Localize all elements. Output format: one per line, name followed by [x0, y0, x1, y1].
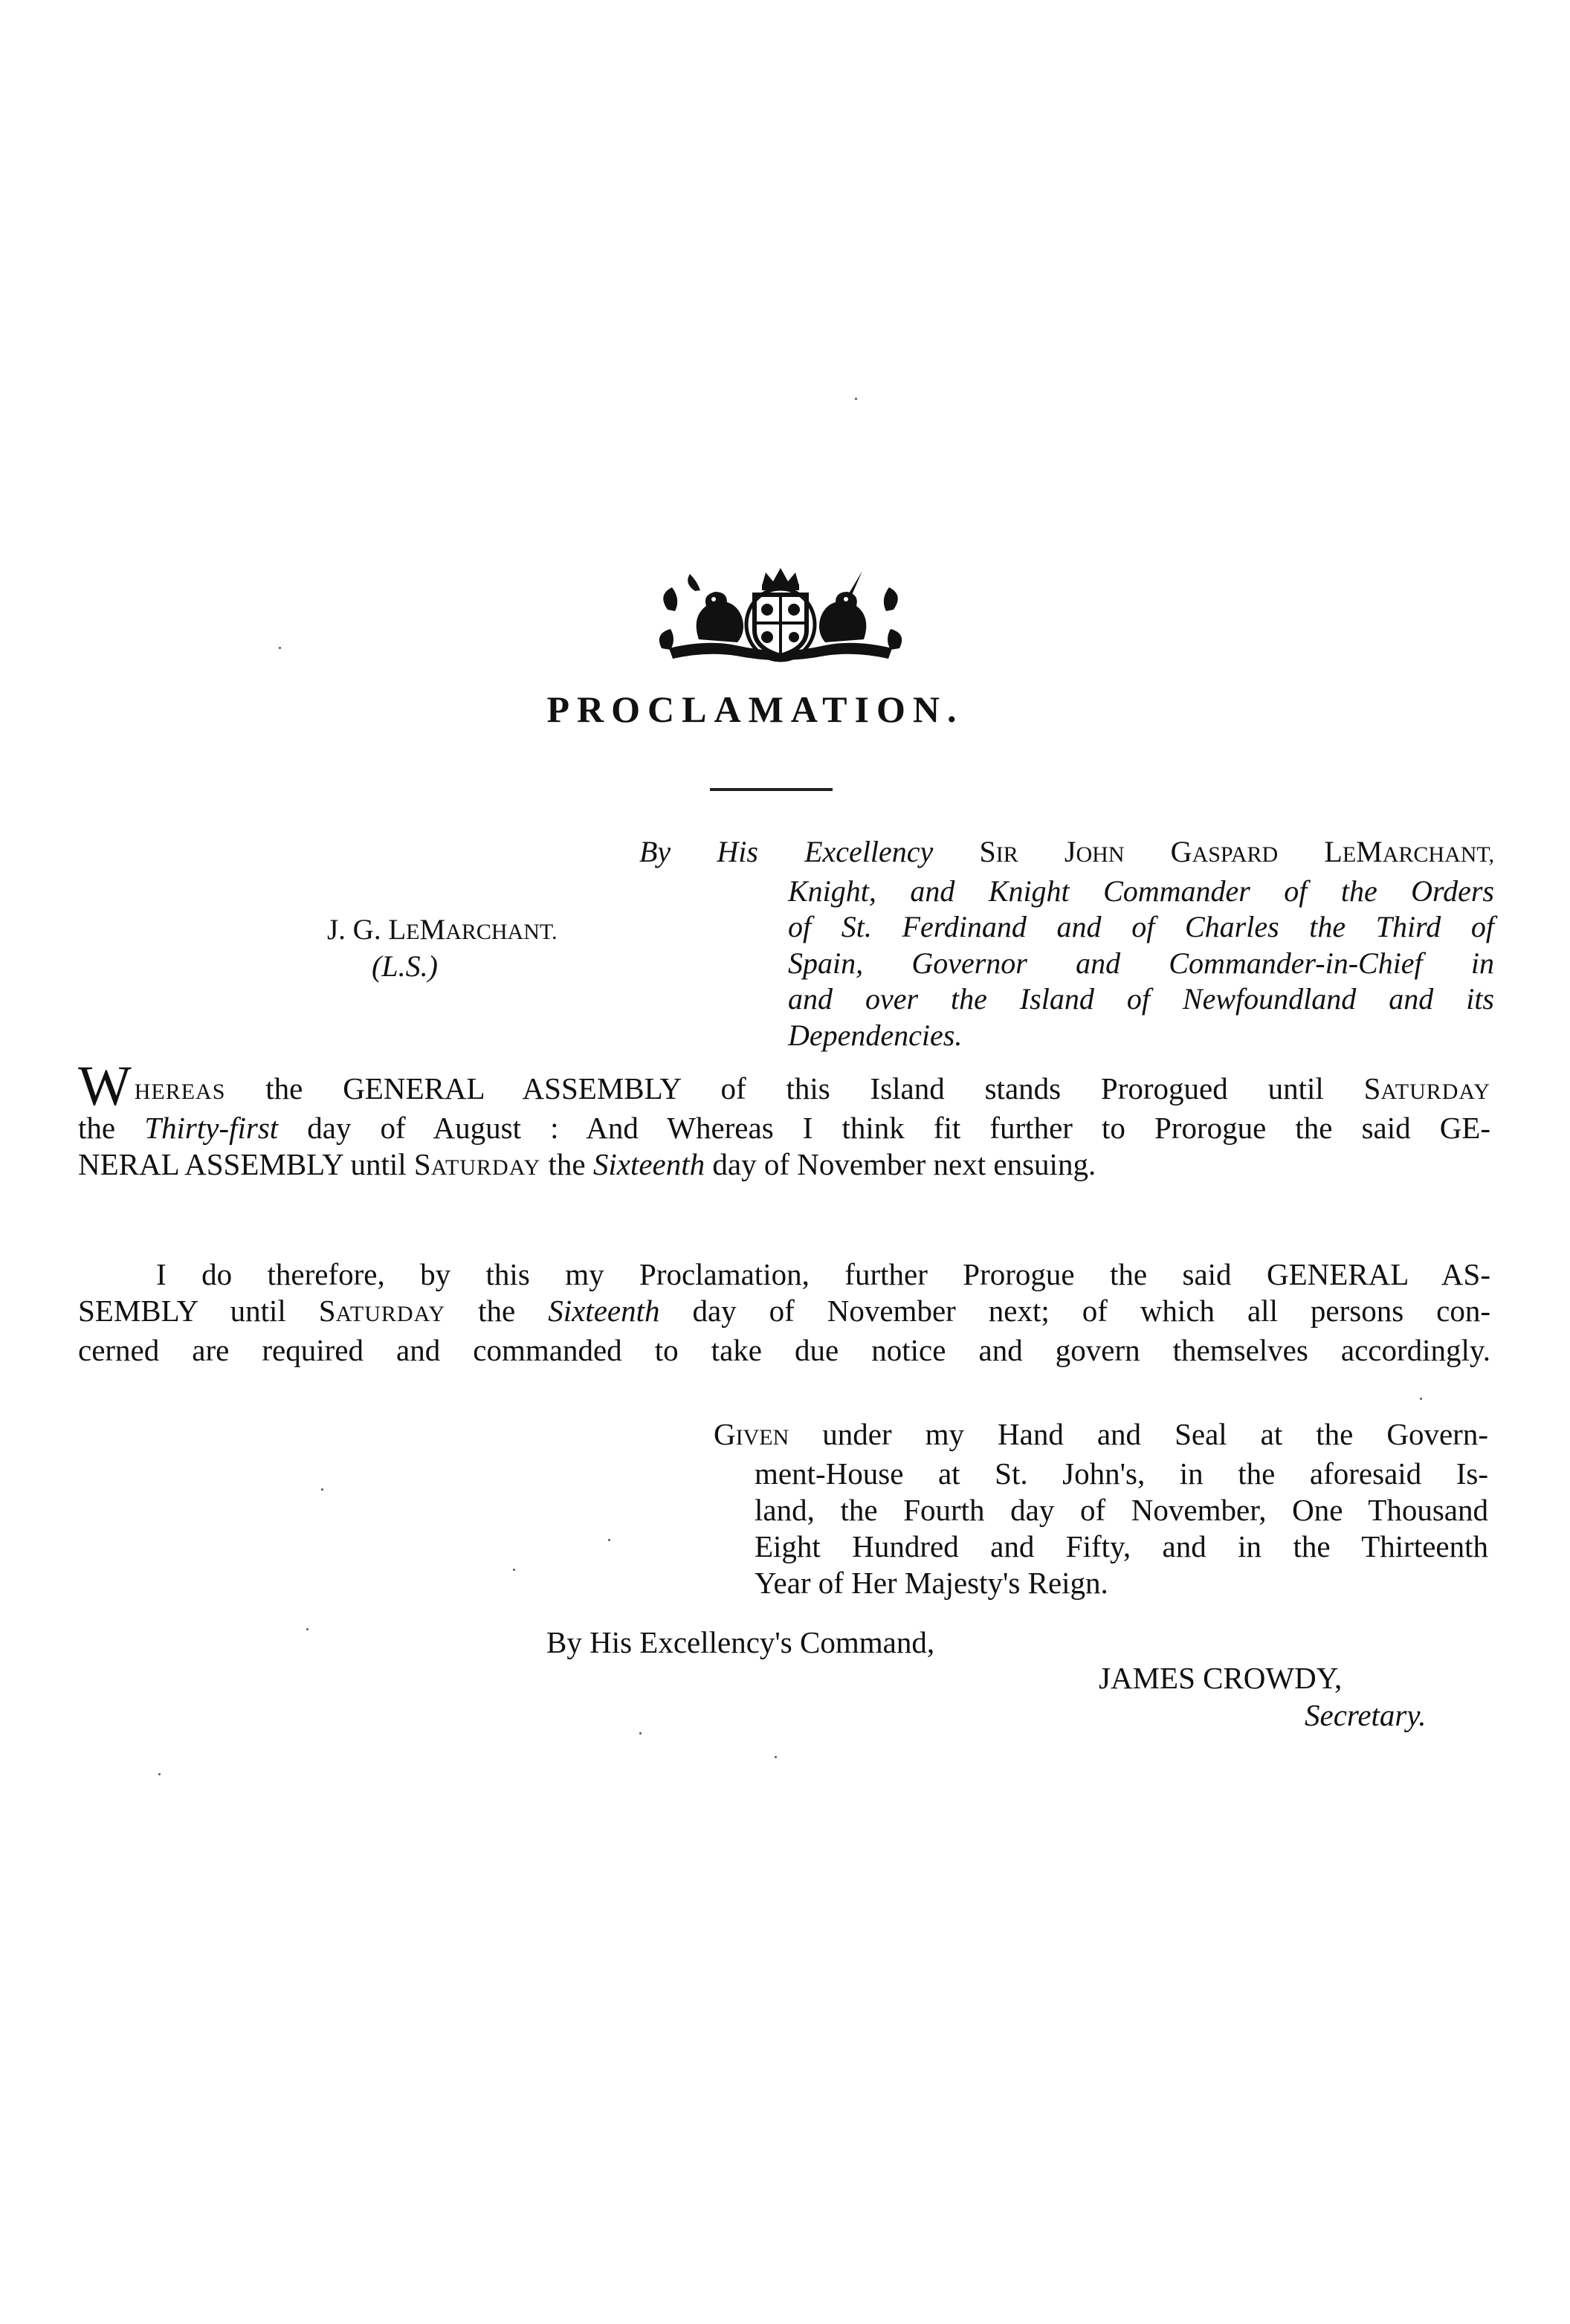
drop-cap: W [78, 1055, 132, 1117]
given-text: under my Hand and Seal at the Govern- [789, 1417, 1488, 1451]
excellency-name-part: M [1356, 835, 1383, 868]
excellency-line: Spain, Governor and Commander-in-Chief in [788, 946, 1494, 980]
scan-speck [158, 1773, 161, 1775]
paragraph-text: ATURDAY [430, 1155, 541, 1180]
paragraph-text: Sixteenth [548, 1294, 660, 1328]
given-text: G [714, 1417, 736, 1451]
paragraph-line: I do therefore, by this my Proclamation, further Prorogue the said GENERAL AS- [156, 1257, 1490, 1291]
scan-speck [775, 1756, 777, 1758]
paragraph-text: Thirty-first [144, 1111, 279, 1145]
excellency-name-part: ASPARD [1192, 842, 1279, 867]
given-text: IVEN [735, 1425, 789, 1450]
paragraph-line [78, 1110, 1490, 1146]
excellency-line: Knight, and Knight Commander of the Orders [788, 874, 1494, 908]
excellency-name [979, 835, 1494, 868]
excellency-block [639, 834, 1494, 1054]
paragraph-text: the [78, 1111, 145, 1145]
paragraph-text: NERAL ASSEMBLY until S [78, 1147, 431, 1181]
paragraph-text: day of November next ensuing. [705, 1147, 1096, 1181]
excellency-line: of St. Ferdinand and of Charles the Third of [788, 910, 1494, 944]
paragraph-line [78, 1293, 1490, 1332]
excellency-text: By His Excellency [639, 835, 980, 868]
paragraph-text: ATURDAY [1380, 1079, 1490, 1104]
given-line: ment-House at St. John's, in the aforesaid Is- [755, 1456, 1488, 1491]
paragraph-text: the GENERAL ASSEMBLY of this Island stands Prorogued until S [225, 1071, 1381, 1105]
paragraph-text: Sixteenth [592, 1147, 705, 1181]
scan-speck [306, 1628, 308, 1630]
excellency-line: and over the Island of Newfoundland and its [788, 982, 1494, 1016]
command-line: By His Excellency's Command, [546, 1625, 935, 1659]
excellency-name-part: IR [995, 842, 1018, 867]
paragraph-text: day of November next; of which all persons con- [659, 1294, 1491, 1328]
whereas-paragraph [78, 1055, 1491, 1186]
therefore-paragraph [78, 1256, 1490, 1369]
excellency-name-part: L [1278, 835, 1343, 868]
paragraph-text: ATURDAY [335, 1302, 446, 1326]
excellency-name-part: OHN [1076, 842, 1125, 867]
scan-speck [1420, 1398, 1422, 1400]
paragraph-text: the [445, 1294, 549, 1328]
excellency-name-part: ARCHANT, [1382, 842, 1494, 867]
excellency-line: Dependencies. [788, 1018, 963, 1052]
scan-speck [321, 1488, 323, 1491]
scan-speck [608, 1539, 610, 1541]
excellency-name-part: S [979, 835, 996, 868]
secretary-name: JAMES CROWDY, [1099, 1661, 1343, 1695]
signature-name-part: ARCHANT. [445, 920, 558, 944]
paragraph-line [78, 1146, 1490, 1186]
title-divider [710, 788, 833, 791]
paragraph-line: cerned are required and commanded to take due notice and govern themselves accordingly. [78, 1333, 1490, 1367]
royal-coat-of-arms-icon [654, 565, 907, 665]
signature-name-part: E [406, 920, 420, 944]
page-title: PROCLAMATION. [546, 688, 964, 730]
given-line: land, the Fourth day of November, One Thousand [755, 1493, 1488, 1527]
excellency-name-part: G [1124, 835, 1192, 868]
paragraph-text: day of August : And Whereas I think fit further to Prorogue the said GE- [278, 1111, 1491, 1145]
given-line [714, 1416, 1488, 1456]
excellency-line [639, 834, 1494, 874]
signature-name-part: M [419, 914, 446, 946]
paragraph-text: HEREAS [134, 1079, 226, 1104]
given-line: Eight Hundred and Fifty, and in the Thirteenth [755, 1529, 1488, 1563]
secretary-title: Secretary. [1305, 1698, 1427, 1732]
scan-speck [855, 398, 857, 400]
given-line: Year of Her Majesty's Reign. [755, 1566, 1108, 1600]
signature-name [327, 913, 557, 946]
paragraph-line [78, 1055, 1490, 1117]
given-block [714, 1416, 1488, 1601]
excellency-name-part: E [1342, 842, 1357, 867]
paragraph-text: SEMBLY until S [78, 1294, 336, 1328]
scan-speck [513, 1569, 515, 1571]
scan-speck [639, 1732, 642, 1734]
paragraph-text: the [540, 1147, 593, 1181]
scan-speck [279, 647, 281, 649]
signature-name-part: J. G. L [327, 914, 407, 946]
seal-mark: (L.S.) [372, 949, 438, 983]
excellency-name-part: J [1018, 835, 1076, 868]
